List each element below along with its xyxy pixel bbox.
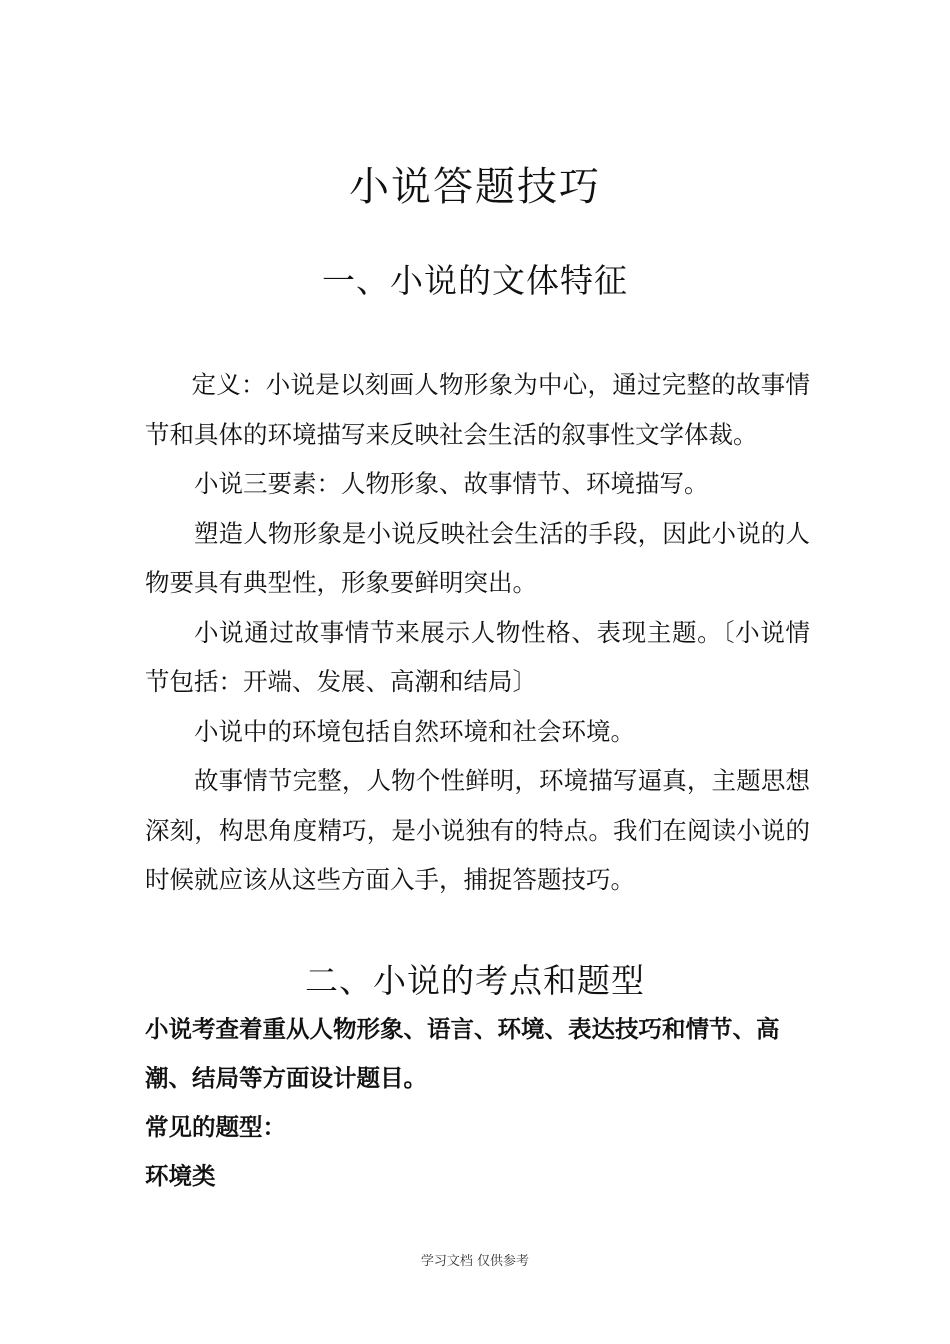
section-2-body xyxy=(145,1005,815,1201)
document-title: 小说答题技巧 xyxy=(349,164,601,210)
section-2-heading: 二、小说的考点和题型 xyxy=(305,961,645,1000)
paragraph-features: 故事情节完整，人物个性鲜明，环境描写逼真，主题思想深刻，构思角度精巧，是小说独有的特点。我们在阅读小说的时候就应该从这些方面入手，捕捉答题技巧。 xyxy=(145,766,810,894)
paragraph-plot: 小说通过故事情节来展示人物性格、表现主题。〔小说情节包括：开端、发展、高潮和结局〕 xyxy=(145,617,810,696)
page-footer: 学习文档 仅供参考 xyxy=(420,1254,530,1269)
section-1-heading: 一、小说的文体特征 xyxy=(322,261,628,300)
section-1-body xyxy=(145,360,810,905)
question-category: 环境类 xyxy=(145,1162,216,1190)
paragraph-three-elements: 小说三要素：人物形象、故事情节、环境描写。 xyxy=(194,469,709,498)
paragraph-definition: 定义：小说是以刻画人物形象为中心，通过完整的故事情节和具体的环境描写来反映社会生活的叙事性文学体裁。 xyxy=(145,370,810,449)
question-types-label: 常见的题型： xyxy=(145,1113,286,1141)
paragraph-characters: 塑造人物形象是小说反映社会生活的手段，因此小说的人物要具有典型性，形象要鲜明突出。 xyxy=(145,518,810,597)
paragraph-environment: 小说中的环境包括自然环境和社会环境。 xyxy=(194,716,635,746)
section-2-intro: 小说考查着重从人物形象、语言、环境、表达技巧和情节、高潮、结局等方面设计题目。 xyxy=(145,1015,780,1092)
